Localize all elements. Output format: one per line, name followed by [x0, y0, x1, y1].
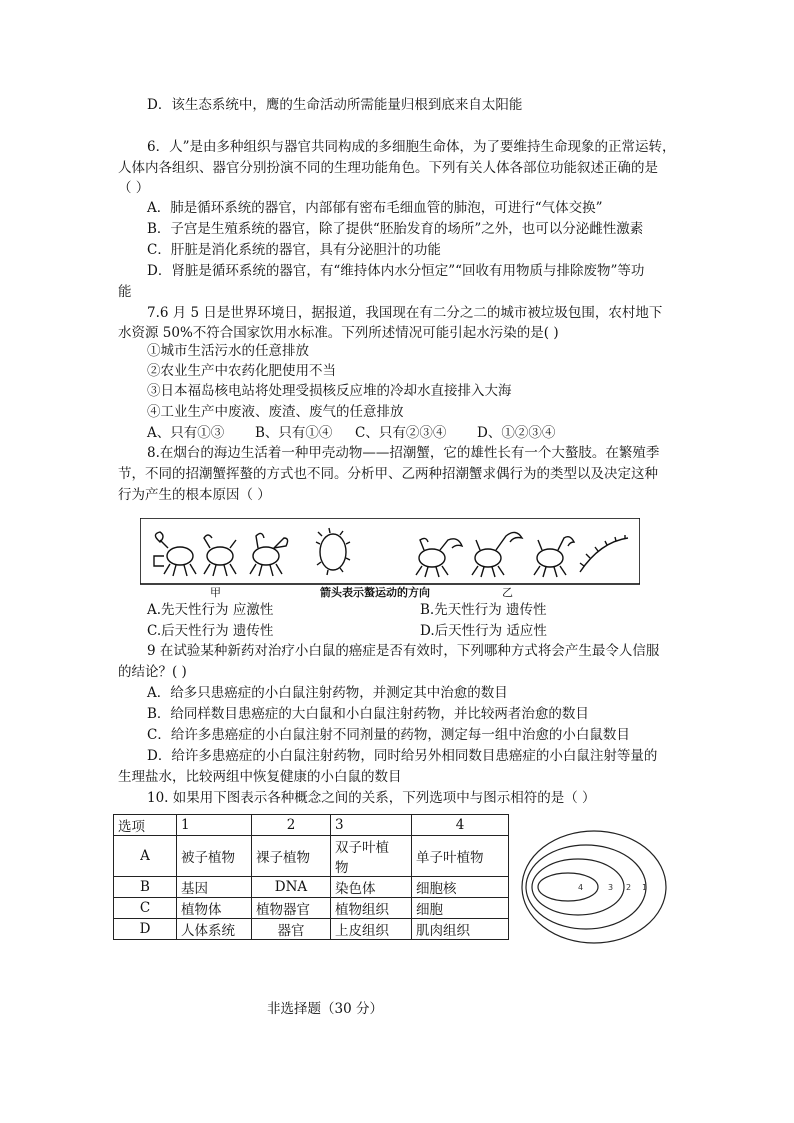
- table-cell: B: [114, 877, 177, 898]
- table-cell: 被子植物: [177, 836, 252, 877]
- table-cell: 器官: [252, 919, 331, 940]
- table-cell: 上皮组织: [331, 919, 412, 940]
- q9-option-d-line2: 生理盐水，比较两组中恢复健康的小白鼠的数目: [118, 769, 402, 785]
- q7-item-1: ①城市生活污水的任意排放: [147, 343, 309, 359]
- figure-caption: 箭头表示螯运动的方向: [320, 586, 430, 599]
- q5-option-d: D．该生态系统中，鹰的生命活动所需能量归根到底来自太阳能: [147, 97, 523, 113]
- header-cell: 3: [331, 815, 412, 836]
- ellipse-label: 3: [608, 883, 614, 892]
- q7-item-2: ②农业生产中农药化肥使用不当: [147, 363, 336, 379]
- table-cell: 植物组织: [331, 898, 412, 919]
- q9-stem-line1: 9 在试验某种新药对治疗小白鼠的癌症是否有效时，下列哪种方式将会产生最令人信服: [147, 643, 660, 659]
- q6-option-c: C．肝脏是消化系统的器官，具有分泌胆汁的功能: [147, 242, 441, 258]
- q6-stem-line2: 人体内各组织、器官分别扮演不同的生理功能角色。下列有关人体各部位功能叙述正确的是: [118, 160, 658, 176]
- table-header-row: [114, 815, 509, 836]
- table-cell: 单子叶植物: [412, 836, 509, 877]
- q8-stem-line2: 节，不同的招潮蟹挥螯的方式也不同。分析甲、乙两种招潮蟹求偶行为的类型以及决定这种: [118, 466, 658, 482]
- table-cell: C: [114, 898, 177, 919]
- table-cell: 细胞: [412, 898, 509, 919]
- q8-stem-line3: 行为产生的根本原因（ ）: [118, 487, 271, 503]
- nested-ellipses-diagram: [518, 828, 668, 946]
- table-cell: 植物器官: [252, 898, 331, 919]
- table-cell: D: [114, 919, 177, 940]
- q7-item-4: ④工业生产中废液、废渣、废气的任意排放: [147, 404, 404, 420]
- table-row: [114, 898, 509, 919]
- figure-label-jia: 甲: [210, 586, 221, 599]
- header-cell: 1: [177, 815, 252, 836]
- q10-stem: 10. 如果用下图表示各种概念之间的关系，下列选项中与图示相符的是（ ）: [147, 790, 596, 806]
- q9-option-c: C．给许多患癌症的小白鼠注射不同剂量的药物，测定每一组中治愈的小白鼠数目: [147, 727, 630, 743]
- ellipse-label: 2: [626, 883, 632, 892]
- q10-options-table: [113, 814, 509, 940]
- q9-option-d-line1: D．给许多患癌症的小白鼠注射药物，同时给另外相同数目患癌症的小白鼠注射等量的: [147, 748, 658, 764]
- q6-option-d-line1: D．肾脏是循环系统的器官，有“维持体内水分恒定”“回收有用物质与排除废物”等功: [147, 263, 645, 279]
- figure-label-yi: 乙: [502, 586, 513, 599]
- table-cell: 染色体: [331, 877, 412, 898]
- crab-courtship-figure: [140, 518, 640, 600]
- table-row: [114, 877, 509, 898]
- table-cell: 细胞核: [412, 877, 509, 898]
- q8-option-b: B.先天性行为 遗传性: [420, 602, 547, 618]
- q6-option-b: B．子宫是生殖系统的器官，除了提供“胚胎发育的场所”之外，也可以分泌雌性激素: [147, 221, 644, 237]
- header-cell: 4: [412, 815, 509, 836]
- q7-item-3: ③日本福岛核电站将处理受损核反应堆的冷却水直接排入大海: [147, 383, 512, 399]
- q6-option-d-line2: 能: [118, 284, 132, 300]
- q9-option-b: B．给同样数目患癌症的大白鼠和小白鼠注射药物，并比较两者治愈的数目: [147, 706, 589, 722]
- q8-option-d: D.后天性行为 适应性: [420, 623, 547, 639]
- q7-option-a: A、只有①③: [147, 425, 225, 441]
- table-cell: 基因: [177, 877, 252, 898]
- section-title: 非选择题（30 分）: [267, 1001, 383, 1017]
- q6-option-a: A．肺是循环系统的器官，内部郁有密布毛细血管的肺泡，可进行“气体交换”: [147, 200, 603, 216]
- q7-option-d: D、①②③④: [477, 425, 556, 441]
- table-cell: 人体系统: [177, 919, 252, 940]
- table-row: [114, 919, 509, 940]
- table-cell: 裸子植物: [252, 836, 331, 877]
- q7-option-b: B、只有①④: [255, 425, 333, 441]
- q6-stem-line1: 6．人”是由多种组织与器官共同构成的多细胞生命体，为了要维持生命现象的正常运转，: [147, 139, 676, 155]
- table-cell: 植物体: [177, 898, 252, 919]
- header-cell: 选项: [114, 815, 177, 836]
- ellipse-label: 4: [578, 883, 584, 892]
- ellipse-4: [538, 873, 598, 901]
- q8-option-c: C.后天性行为 遗传性: [147, 623, 274, 639]
- q8-option-a: A.先天性行为 应激性: [147, 602, 274, 618]
- cell-line: 物: [335, 860, 349, 876]
- q6-answer-paren: （ ）: [118, 180, 150, 196]
- table-cell: DNA: [252, 877, 331, 898]
- header-cell: 2: [252, 815, 331, 836]
- q9-stem-line2: 的结论？( ): [118, 664, 187, 680]
- table-row: [114, 836, 509, 877]
- table-cell: [331, 836, 412, 877]
- table-cell: A: [114, 836, 177, 877]
- q8-stem-line1: 8.在烟台的海边生活着一种甲壳动物——招潮蟹，它的雄性长有一个大螯肢。在繁殖季: [147, 445, 660, 461]
- q9-option-a: A．给多只患癌症的小白鼠注射药物，并测定其中治愈的数目: [147, 685, 508, 701]
- table-cell: 肌肉组织: [412, 919, 509, 940]
- q7-stem-line2: 水资源 50%不符合国家饮用水标准。下列所述情况可能引起水污染的是( ): [118, 325, 559, 341]
- q7-stem-line1: 7.6 月 5 日是世界环境日，据报道，我国现在有二分之二的城市被垃圾包围，农村地下: [147, 305, 663, 321]
- ellipse-label: 1: [642, 883, 648, 892]
- cell-line: 双子叶植: [335, 840, 389, 856]
- q7-option-c: C、只有②③④: [355, 425, 447, 441]
